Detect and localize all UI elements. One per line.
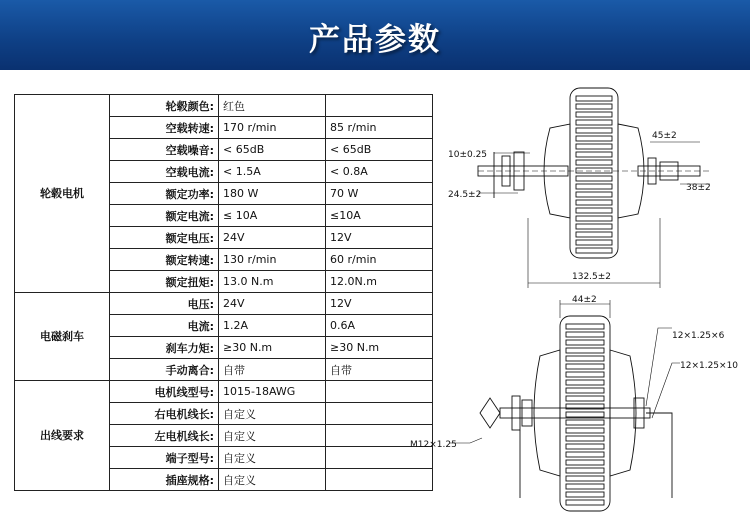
value-cell: 13.0 N.m (219, 271, 326, 293)
tread-block (566, 460, 604, 465)
row-label: 额定功率: (110, 183, 219, 205)
value-cell: 红色 (219, 95, 326, 117)
value-cell: 自带 (326, 359, 433, 381)
tread-block (576, 184, 612, 189)
value-cell: 自定义 (219, 425, 326, 447)
row-label: 空载噪音: (110, 139, 219, 161)
tread-block (566, 492, 604, 497)
value-cell: 12V (326, 293, 433, 315)
table-row (15, 293, 433, 315)
value-cell: 24V (219, 293, 326, 315)
tread-block (566, 412, 604, 417)
tread-block (566, 372, 604, 377)
motor-drawing (410, 78, 740, 518)
row-label: 右电机线长: (110, 403, 219, 425)
value-cell: < 1.5A (219, 161, 326, 183)
value-cell: < 65dB (219, 139, 326, 161)
value-cell: 自定义 (219, 469, 326, 491)
tread-block (576, 120, 612, 125)
dim-label: 44±2 (572, 295, 597, 305)
tread-block (566, 444, 604, 449)
washer-left (522, 400, 532, 426)
dim-label: 24.5±2 (448, 190, 482, 200)
dim-label: 10±0.25 (448, 150, 488, 160)
tread-block (576, 240, 612, 245)
tread-block (576, 112, 612, 117)
top-view (478, 88, 710, 288)
group-label: 出线要求 (15, 381, 110, 491)
axle (500, 408, 650, 418)
tread-block (576, 104, 612, 109)
tread-block (576, 248, 612, 253)
value-cell: 0.6A (326, 315, 433, 337)
tread-block (576, 232, 612, 237)
page-title: 产品参数 (309, 22, 441, 58)
row-label: 空载电流: (110, 161, 219, 183)
row-label: 插座规格: (110, 469, 219, 491)
dim-label: M12×1.25 (410, 440, 457, 450)
value-cell: ≥30 N.m (219, 337, 326, 359)
tread-block (576, 192, 612, 197)
tread-block (576, 128, 612, 133)
dim-label: 45±2 (652, 131, 677, 141)
value-cell: ≤ 10A (219, 205, 326, 227)
row-label: 空载转速: (110, 117, 219, 139)
value-cell: 12.0N.m (326, 271, 433, 293)
tread-block (576, 168, 612, 173)
row-label: 额定电流: (110, 205, 219, 227)
value-cell: 85 r/min (326, 117, 433, 139)
row-label: 电机线型号: (110, 381, 219, 403)
value-cell: 24V (219, 227, 326, 249)
tread-block (576, 208, 612, 213)
tread-block (576, 160, 612, 165)
dim-label: 12×1.25×10 (680, 361, 739, 371)
row-label: 额定扭矩: (110, 271, 219, 293)
row-label: 电流: (110, 315, 219, 337)
tread-block (566, 436, 604, 441)
housing-left (544, 124, 570, 218)
value-cell: < 0.8A (326, 161, 433, 183)
spec-table (14, 94, 433, 491)
tread-block (566, 468, 604, 473)
value-cell: ≥30 N.m (326, 337, 433, 359)
row-label: 轮毂颜色: (110, 95, 219, 117)
tread-block (576, 96, 612, 101)
value-cell: 自带 (219, 359, 326, 381)
value-cell: < 65dB (326, 139, 433, 161)
value-cell: 1.2A (219, 315, 326, 337)
value-cell: 12V (326, 227, 433, 249)
tread-block (566, 476, 604, 481)
tread-block (566, 420, 604, 425)
tread-block (566, 332, 604, 337)
bottom-view (450, 300, 680, 511)
header-banner (0, 0, 750, 70)
dim-label: 132.5±2 (572, 272, 612, 282)
dim-label: 12×1.25×6 (672, 331, 725, 341)
value-cell: 自定义 (219, 447, 326, 469)
value-cell: 70 W (326, 183, 433, 205)
nut-left (512, 396, 520, 430)
tread-block (566, 380, 604, 385)
value-cell: 1015-18AWG (219, 381, 326, 403)
tread-block (566, 388, 604, 393)
row-label: 电压: (110, 293, 219, 315)
row-label: 刹车力矩: (110, 337, 219, 359)
tread-block (566, 484, 604, 489)
value-cell: 自定义 (219, 403, 326, 425)
tread-block (566, 348, 604, 353)
tread-block (566, 428, 604, 433)
group-label: 轮毂电机 (15, 95, 110, 293)
tread-block (566, 364, 604, 369)
value-cell: ≤10A (326, 205, 433, 227)
value-cell: 130 r/min (219, 249, 326, 271)
group-label: 电磁刹车 (15, 293, 110, 381)
row-label: 额定转速: (110, 249, 219, 271)
tread-block (576, 176, 612, 181)
motor-cable (646, 413, 672, 498)
tread-block (576, 200, 612, 205)
tread-block (566, 324, 604, 329)
tread-block (576, 136, 612, 141)
value-cell: 170 r/min (219, 117, 326, 139)
housing-right (610, 350, 636, 476)
tread-block (566, 340, 604, 345)
housing-left (534, 350, 560, 476)
dim-label: 38±2 (686, 183, 711, 193)
tire-tread (576, 96, 612, 253)
tread-block (566, 452, 604, 457)
row-label: 端子型号: (110, 447, 219, 469)
tire-tread (566, 324, 604, 505)
row-label: 左电机线长: (110, 425, 219, 447)
tread-block (576, 152, 612, 157)
tread-block (566, 396, 604, 401)
value-cell: 60 r/min (326, 249, 433, 271)
clutch-lever (480, 398, 500, 428)
value-cell: 180 W (219, 183, 326, 205)
row-label: 额定电压: (110, 227, 219, 249)
table-row (15, 95, 433, 117)
tread-block (576, 144, 612, 149)
row-label: 手动离合: (110, 359, 219, 381)
tread-block (566, 356, 604, 361)
tread-block (566, 500, 604, 505)
tread-block (576, 224, 612, 229)
tread-block (576, 216, 612, 221)
table-row (15, 381, 433, 403)
